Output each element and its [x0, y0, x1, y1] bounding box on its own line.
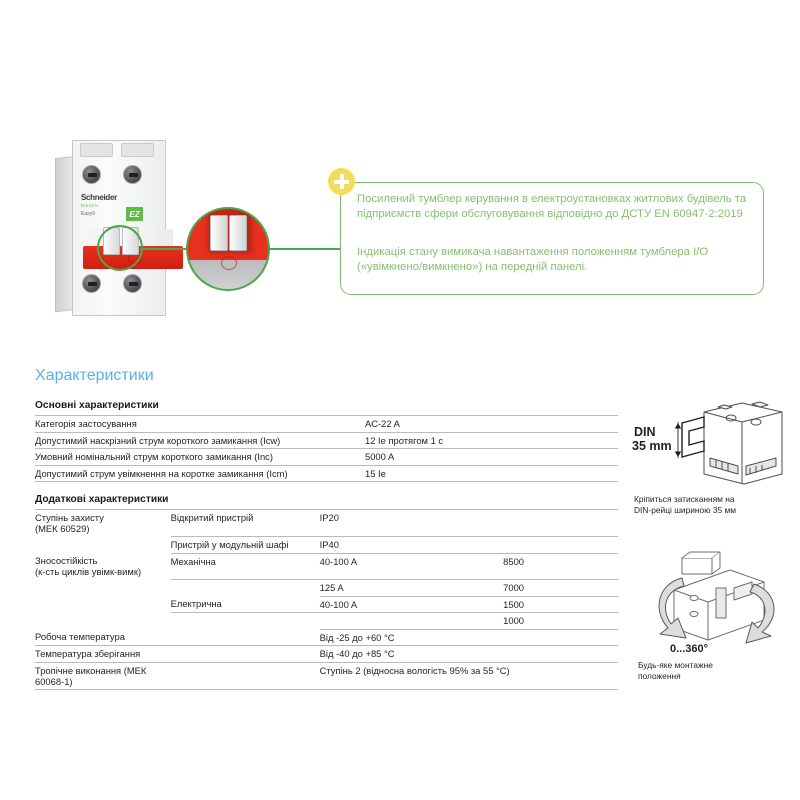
spec-sub-label [171, 646, 320, 663]
spec-sub-label: Електрична [171, 596, 320, 613]
table-row [35, 646, 618, 663]
spec-label [35, 537, 171, 554]
brand-subtitle: Electric [81, 203, 99, 208]
din-rail-diagram [632, 398, 798, 515]
spec-value [320, 553, 618, 580]
spec-sub-label [171, 629, 320, 646]
din-label-line-1: DIN [634, 425, 656, 439]
table-body [35, 510, 618, 690]
spec-label: Ступінь захисту (МЕК 60529) [35, 510, 171, 537]
ez-badge-icon: EZ [126, 207, 143, 221]
spec-value: Від -25 до +60 °C [320, 629, 618, 646]
table-row [35, 596, 618, 613]
spec-value: 12 Ie протягом 1 с [365, 432, 618, 449]
detail-toggle-lever [210, 215, 228, 251]
table-2-heading: Додаткові характеристики [35, 494, 169, 505]
rotation-angle-label: 0...360° [670, 643, 709, 655]
spec-label: Зносостійкість (к-сть циклів увімк-вимк) [35, 553, 171, 580]
spec-value [320, 613, 618, 630]
spec-sub-label: Відкритий пристрій [171, 510, 320, 537]
spec-label [35, 596, 171, 613]
spec-sub-label: Механічна [171, 553, 320, 580]
page-title: Характеристики [35, 367, 154, 384]
spec-label: Допустимий наскрізний струм короткого замикання (Icw) [35, 432, 365, 449]
table-1-heading: Основні характеристики [35, 400, 159, 411]
spec-value-text: 40-100 A [319, 598, 358, 610]
spec-value: 5000 A [365, 449, 618, 466]
spec-value-number: 8500 [503, 555, 524, 567]
spec-value [320, 596, 618, 613]
callout-connector-line [268, 248, 341, 250]
rotation-caption-line-1: Будь-яке монтажне [638, 660, 713, 670]
schneider-logo [81, 194, 159, 210]
rotation-caption [638, 660, 788, 681]
terminal-screw-icon [82, 165, 101, 184]
spec-label: Робоча температура [35, 629, 171, 646]
din-caption-line-2: DIN-рейці шириною 35 мм [634, 504, 736, 515]
spec-sub-label: Пристрій у модульній шафі [171, 537, 320, 554]
spec-sub-label [171, 580, 320, 597]
din-rail-illustration [632, 398, 798, 490]
table-row [35, 510, 618, 537]
mounting-rotation-diagram [638, 548, 798, 681]
spec-value: Ступінь 2 (відносна вологість 95% за 55 °C) [320, 662, 618, 690]
zoom-source-circle [97, 225, 143, 271]
device-top-terminal-slot [121, 143, 154, 157]
table-body [35, 416, 618, 482]
spec-sub-label [171, 613, 320, 630]
spec-label-secondary: (МЕК 60529) [35, 523, 90, 534]
spec-value-text: 125 A [319, 582, 344, 593]
spec-label: Тропічне виконання (МЕК 60068-1) [35, 662, 171, 690]
table-row [35, 465, 618, 482]
detail-dimple [221, 256, 237, 270]
terminal-screw-icon [123, 274, 142, 293]
spec-value: 15 Ie [365, 465, 618, 482]
table-row [35, 580, 618, 597]
spec-sub-label [171, 662, 320, 690]
table-additional-characteristics [35, 510, 618, 690]
spec-label [35, 613, 171, 630]
spec-value [320, 580, 618, 597]
spec-value: IP40 [320, 537, 618, 554]
table-row [35, 613, 618, 630]
brand-name: Schneider [81, 193, 117, 202]
terminal-screw-icon [82, 274, 101, 293]
table-basic-characteristics [35, 416, 618, 482]
plus-badge-icon [328, 168, 355, 195]
din-caption [634, 494, 794, 515]
table-row [35, 662, 618, 690]
table-row [35, 629, 618, 646]
table-row [35, 553, 618, 580]
spec-label: Категорія застосування [35, 416, 365, 432]
feature-callout-box [340, 182, 764, 295]
table-row [35, 432, 618, 449]
spec-value: AC-22 A [365, 416, 618, 432]
spec-label: Умовний номінальний струм короткого замикання (Inc) [35, 449, 365, 466]
table-row [35, 449, 618, 466]
spec-label: Допустимий струм увімкнення на коротке замикання (Icm) [35, 465, 365, 482]
device-top-terminal-slot [80, 143, 113, 157]
callout-paragraph-2: Індикація стану вимикача навантаження положенням тумблера I/O («увімкнено/вимкнено») на передній панелі. [357, 246, 709, 274]
spec-value-text: 40-100 A [319, 555, 358, 567]
spec-value-number: 1000 [503, 615, 524, 626]
rotation-illustration [638, 548, 798, 658]
spec-value: Від -40 до +85 °C [320, 646, 618, 663]
table-row [35, 537, 618, 554]
table-row [35, 416, 618, 432]
product-model-code: Easy9 [81, 211, 95, 217]
spec-value-number: 7000 [503, 582, 524, 593]
terminal-screw-icon [123, 165, 142, 184]
din-caption-line-1: Кріпиться затисканням на [634, 494, 735, 504]
spec-value: IP20 [320, 510, 618, 537]
spec-label-secondary: (к-сть циклів увімк-вимк) [35, 566, 142, 577]
zoom-detail-circle [186, 207, 270, 291]
din-label-line-2: 35 mm [632, 439, 672, 453]
callout-paragraph-1: Посилений тумблер керування в електроустановках житлових будівель та підприємств сфери обслуговування відповідно до ДСТУ EN 60947-2:2019 [357, 193, 747, 221]
rotation-caption-line-2: положення [638, 670, 681, 681]
spec-value-number: 1500 [503, 598, 524, 610]
spec-label: Температура зберігання [35, 646, 171, 663]
spec-label [35, 580, 171, 597]
callout-connector-line [140, 248, 188, 250]
detail-toggle-lever [229, 215, 247, 251]
